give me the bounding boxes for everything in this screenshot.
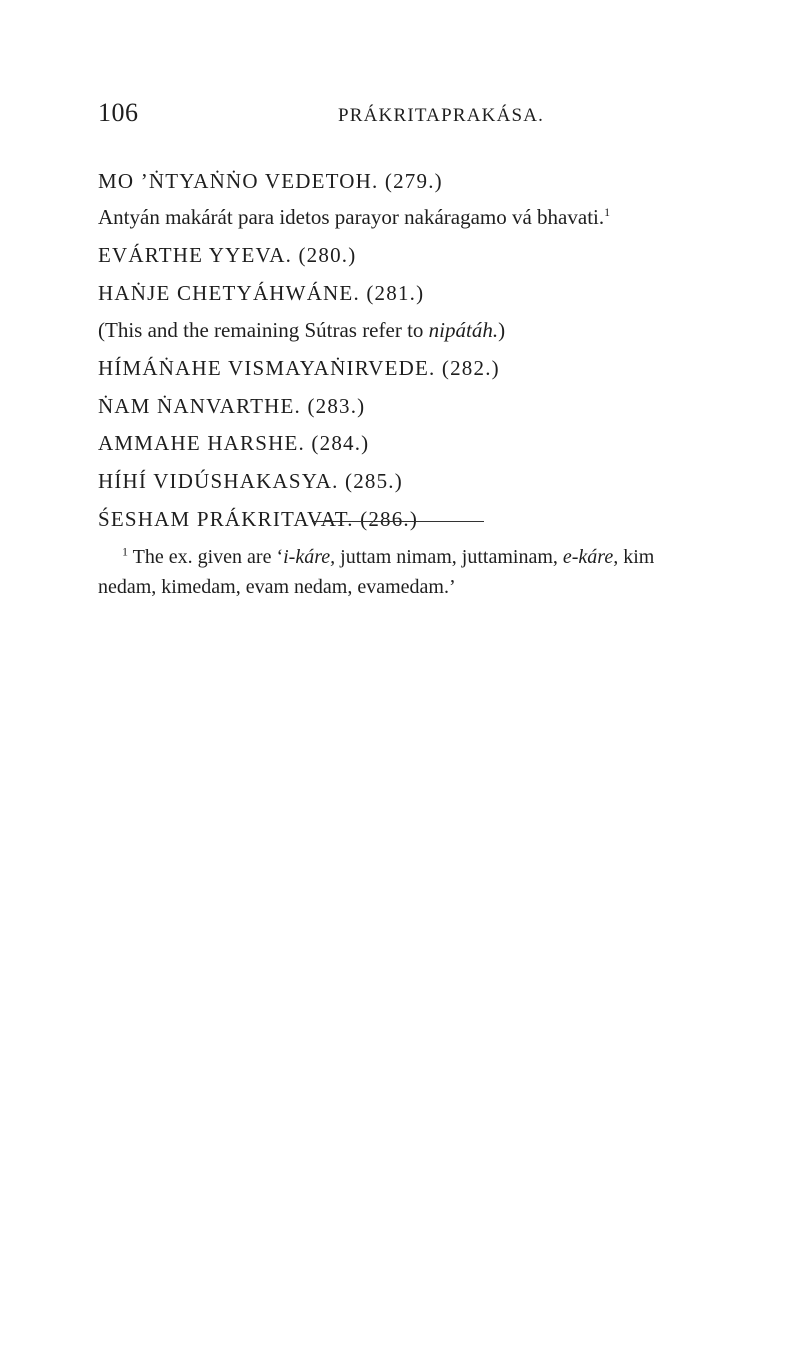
running-head: PRÁKRITAPRAKÁSA. [338, 105, 545, 126]
note-text-before: (This and the remaining Sútras refer to [98, 318, 429, 342]
footnote-italic-term: e-káre, [562, 546, 619, 568]
sutra-281: HAṄJE CHETYÁHWÁNE. (281.) [98, 281, 425, 305]
footnote [98, 542, 738, 602]
page-number: 106 [98, 98, 139, 127]
editorial-note [98, 315, 505, 345]
footnote-ref: 1 [604, 205, 611, 219]
footnote-divider [312, 521, 484, 522]
commentary-text: Antyán makárát para idetos parayor nakáragamo vá bhavati. [98, 205, 605, 229]
footnote-text: kim [618, 546, 655, 568]
sutra-286: ŚESHAM PRÁKRITAVAT. (286.) [98, 507, 419, 531]
note-italic-term: nipátáh. [428, 318, 499, 342]
footnote-line-1 [98, 542, 738, 572]
footnote-marker: 1 [122, 544, 128, 559]
sutra-279-commentary [98, 202, 610, 232]
footnote-text: The ex. given are ‘ [128, 546, 284, 568]
sutra-280: EVÁRTHE YYEVA. (280.) [98, 243, 357, 267]
sutra-284: AMMAHE HARSHE. (284.) [98, 431, 370, 455]
footnote-text: juttam nimam, juttaminam, [335, 546, 563, 568]
footnote-line-2: nedam, kimedam, evam nedam, evamedam.’ [98, 576, 456, 598]
sutra-279: MO ’ṄTYAṄṄO VEDETOH. (279.) [98, 169, 443, 193]
sutra-285: HÍHÍ VIDÚSHAKASYA. (285.) [98, 469, 403, 493]
footnote-italic-term: i-káre, [283, 546, 336, 568]
sutra-283: ṄAM ṄANVARTHE. (283.) [98, 394, 366, 418]
note-text-after: ) [498, 318, 506, 342]
sutra-282: HÍMÁṄAHE VISMAYAṄIRVEDE. (282.) [98, 356, 500, 380]
